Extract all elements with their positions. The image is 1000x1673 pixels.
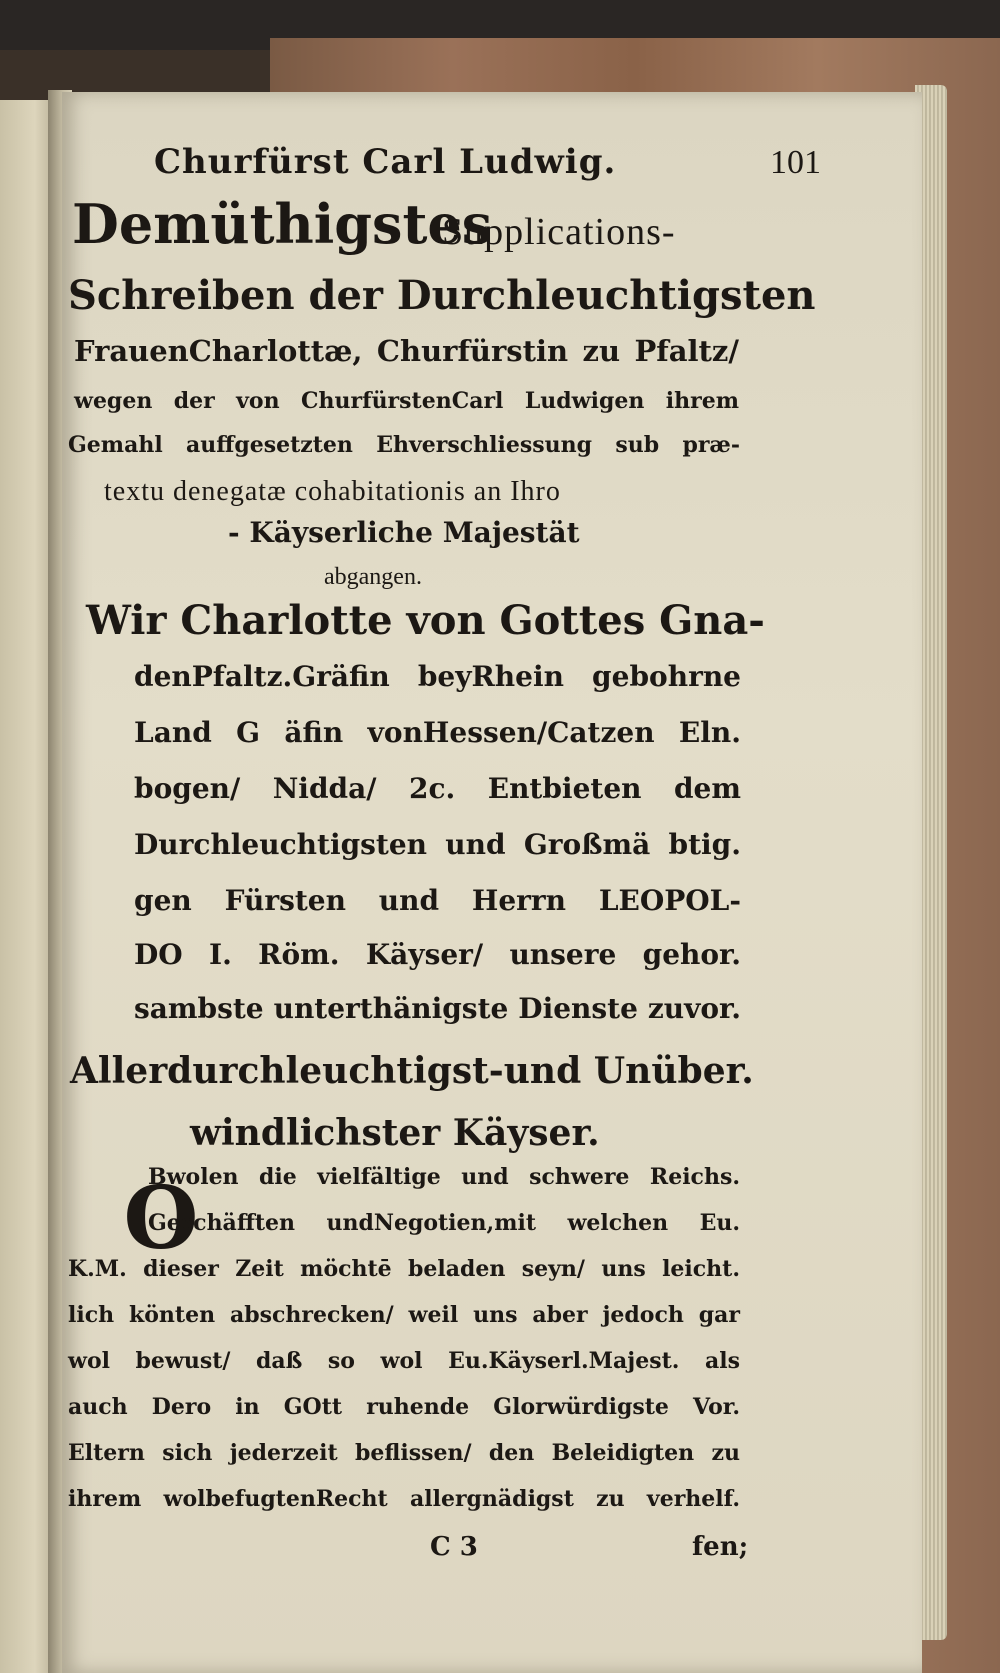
intro-line-7: DO I. Röm. Käyser/ unsere gehor. — [134, 938, 741, 971]
intro-line-8: sambste unterthänigste Dienste zuvor. — [134, 992, 741, 1025]
intro-line-3: Land G äfin vonHessen/Catzen Eln. — [134, 716, 741, 749]
intro-line-4: bogen/ Nidda/ 2c. Entbieten dem — [134, 772, 741, 805]
catchword: fen; — [692, 1532, 749, 1562]
title-line-4: wegen der von ChurfürstenCarl Ludwigen ihrem — [74, 388, 739, 414]
body-line-3: K.M. dieser Zeit möchtē beladen seyn/ uns leicht. — [68, 1256, 740, 1282]
intro-line-2: denPfaltz.Gräfin beyRhein gebohrne — [134, 660, 741, 693]
body-line-1: Bwolen die vielfältige und schwere Reichs. — [148, 1164, 740, 1190]
body-line-5: wol bewust/ daß so wol Eu.Käyserl.Majest. als — [68, 1348, 740, 1374]
title-line-1-roman: Supplications- — [442, 211, 676, 253]
salutation-line-1: Allerdurchleuchtigst-und Unüber. — [70, 1050, 754, 1092]
title-line-8: abgangen. — [324, 564, 422, 590]
body-line-8: ihrem wolbefugtenRecht allergnädigst zu verhelf. — [68, 1486, 740, 1512]
title-line-7: - Käyserliche Majestät — [228, 516, 580, 549]
body-line-7: Eltern sich jederzeit beflissen/ den Beleidigten zu — [68, 1440, 740, 1466]
signature-mark: C 3 — [430, 1532, 478, 1562]
page-number: 101 — [770, 144, 821, 181]
title-line-6: textu denegatæ cohabitationis an Ihro — [104, 476, 561, 507]
body-line-2: Geschäfften undNegotien,mit welchen Eu. — [148, 1210, 740, 1236]
salutation-line-2: windlichster Käyser. — [190, 1112, 600, 1154]
title-line-2: Schreiben der Durchleuchtigsten — [68, 272, 816, 319]
intro-line-5: Durchleuchtigsten und Großmä btig. — [134, 828, 741, 861]
running-head: Churfürst Carl Ludwig. — [154, 142, 617, 182]
intro-line-1: Wir Charlotte von Gottes Gna- — [86, 597, 765, 644]
body-line-4: lich könten abschrecken/ weil uns aber jedoch gar — [68, 1302, 740, 1328]
title-line-5: Gemahl auffgesetzten Ehverschliessung sub præ- — [68, 432, 740, 458]
title-line-1-fraktur: Demüthigstes — [72, 192, 493, 256]
intro-line-6: gen Fürsten und Herrn LEOPOL- — [134, 884, 741, 917]
title-line-3: FrauenCharlottæ, Churfürstin zu Pfaltz/ — [74, 334, 739, 368]
body-line-6: auch Dero in GOtt ruhende Glorwürdigste Vor. — [68, 1394, 740, 1420]
drop-cap-letter: O — [123, 1168, 199, 1269]
book-page — [62, 92, 922, 1673]
